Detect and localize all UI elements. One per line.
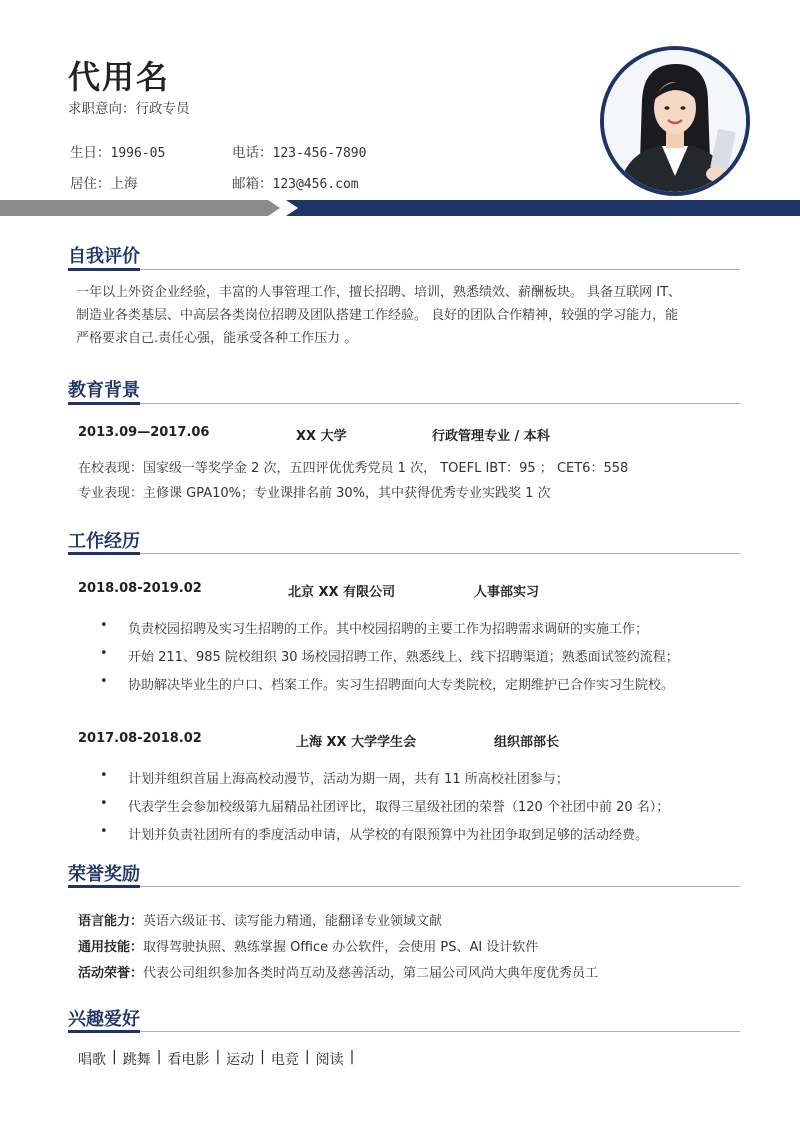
honor-item [78, 910, 442, 929]
job-intent: 求职意向：行政专员 [68, 101, 190, 117]
job-period: 2017.08-2018.02 [78, 731, 202, 746]
hobby-separator: | [260, 1049, 265, 1065]
section-title-work: 工作经历 [68, 531, 140, 552]
hobby-item: 跳舞 [122, 1052, 151, 1068]
bullet-dot: • [100, 824, 108, 839]
job-company: 上海 XX 大学学生会 [296, 735, 417, 750]
resume-name: 代用名 [68, 58, 171, 96]
hobby-item: 电竞 [270, 1052, 299, 1068]
edu-professional: 专业表现：主修课 GPA10%；专业课排名前 30%，其中获得优秀专业实践奖 1 次 [78, 486, 551, 501]
bullet-dot: • [100, 796, 108, 811]
honor-item [78, 962, 598, 981]
honor-text: 取得驾驶执照、熟练掌握 Office 办公软件，会使用 PS、AI 设计软件 [143, 940, 539, 955]
phone-info [232, 141, 366, 161]
job-item: 协助解决毕业生的户口、档案工作。实习生招聘面向大专类院校，定期维护已合作实习生院校。 [128, 678, 675, 693]
self-eval-line: 制造业各类基层、中高层各类岗位招聘及团队搭建工作经验。 良好的团队合作精神，较强的学习能力，能 [76, 308, 679, 323]
hobby-separator: | [112, 1049, 117, 1065]
section-accent [68, 552, 140, 555]
hobby-list [78, 1049, 354, 1069]
honor-label: 语言能力： [78, 914, 144, 929]
self-eval-line: 一年以上外资企业经验，丰富的人事管理工作，擅长招聘、培训，熟悉绩效、薪酬板块。 具备互联网 IT、 [76, 285, 682, 300]
hobby-separator: | [304, 1049, 310, 1065]
job-item: 开始 211、985 院校组织 30 场校园招聘工作，熟悉线上、线下招聘渠道；熟悉面试签约流程； [128, 650, 679, 665]
job-item: 负责校园招聘及实习生招聘的工作。其中校园招聘的主要工作为招聘需求调研的实施工作； [128, 622, 649, 637]
section-divider [68, 553, 740, 554]
header-divider-gray [0, 200, 280, 216]
email-value: 123@456.com [272, 177, 359, 192]
bullet-dot: • [100, 674, 108, 689]
section-title-self-eval: 自我评价 [68, 246, 140, 267]
birth-info [70, 141, 165, 161]
section-divider [68, 269, 740, 270]
job-company: 北京 XX 有限公司 [288, 585, 396, 600]
section-title-hobbies: 兴趣爱好 [68, 1009, 140, 1030]
section-divider [68, 886, 740, 887]
job-item: 计划并负责社团所有的季度活动申请，从学校的有限预算中为社团争取到足够的活动经费。 [128, 828, 649, 843]
edu-period: 2013.09—2017.06 [78, 425, 210, 440]
birth-value: 1996-05 [110, 146, 166, 161]
section-accent [68, 1030, 140, 1033]
bullet-dot: • [100, 646, 108, 661]
edu-school: XX 大学 [296, 429, 347, 444]
self-eval-line: 严格要求自己.责任心强，能承受各种工作压力 。 [76, 331, 358, 346]
portrait-illustration [604, 50, 746, 192]
honor-item [78, 936, 538, 955]
hobby-separator: | [156, 1049, 162, 1065]
section-title-honors: 荣誉奖励 [68, 864, 140, 885]
profile-photo [600, 46, 750, 196]
home-label: 居住： [70, 176, 111, 192]
section-accent [68, 402, 140, 405]
section-accent [68, 268, 140, 271]
hobby-item: 运动 [226, 1052, 255, 1068]
home-value: 上海 [110, 176, 138, 192]
section-divider [68, 1031, 740, 1032]
section-accent [68, 885, 140, 888]
hobby-item: 看电影 [167, 1052, 210, 1068]
job-role: 组织部部长 [494, 735, 560, 750]
honor-text: 英语六级证书、读写能力精通，能翻译专业领域文献 [143, 914, 443, 929]
job-role: 人事部实习 [474, 585, 540, 600]
job-item: 代表学生会参加校级第九届精品社团评比，取得三星级社团的荣誉（120 个社团中前 20 名）； [128, 800, 670, 815]
phone-value: 123-456-7890 [272, 146, 367, 161]
job-period: 2018.08-2019.02 [78, 581, 202, 596]
honor-label: 活动荣誉： [78, 966, 144, 981]
bullet-dot: • [100, 618, 108, 633]
email-label: 邮箱： [232, 176, 273, 192]
home-info [70, 172, 138, 192]
birth-label: 生日： [70, 145, 111, 161]
honor-text: 代表公司组织参加各类时尚互动及慈善活动，第二届公司风尚大典年度优秀员工 [143, 966, 599, 981]
hobby-separator: | [215, 1049, 221, 1065]
edu-major: 行政管理专业 / 本科 [432, 429, 550, 444]
section-title-education: 教育背景 [68, 380, 140, 401]
section-divider [68, 403, 740, 404]
self-eval-text [76, 281, 740, 350]
job-item: 计划并组织首届上海高校动漫节，活动为期一周，共有 11 所高校社团参与； [128, 772, 569, 787]
bullet-dot: • [100, 768, 108, 783]
hobby-item: 唱歌 [78, 1052, 106, 1068]
hobby-item: 阅读 [315, 1052, 344, 1068]
email-info [232, 172, 359, 192]
edu-performance: 在校表现：国家级一等奖学金 2 次，五四评优优秀党员 1 次， TOEFL IBT：95 ； CET6：558 [78, 461, 629, 476]
hobby-separator: | [349, 1049, 355, 1065]
honor-label: 通用技能： [78, 940, 144, 955]
header-divider-navy [286, 200, 800, 216]
phone-label: 电话： [232, 145, 273, 161]
